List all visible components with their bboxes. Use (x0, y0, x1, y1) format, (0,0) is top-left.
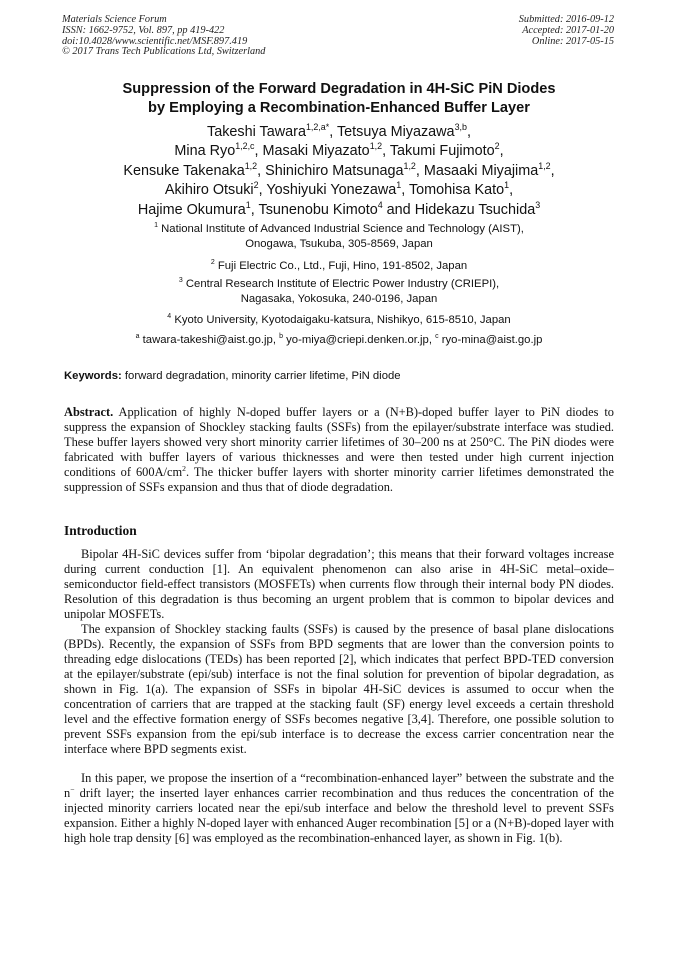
email-link[interactable]: yo-miya@criepi.denken.or.jp (286, 334, 429, 346)
intro-paragraph-1: Bipolar 4H-SiC devices suffer from ‘bipolar degradation’; this means that their forward voltages increase during current conduction [1]. An equivalent phenomenon can also arise in 4H-SiC metal–oxide–semiconductor field-effect transistors (MOSFETs) when currents flow through their internal body PN diodes. Resolution of this degradation is thus becoming an urgent problem that is common to bipolar devices and unipolar MOSFETs. (64, 547, 614, 621)
author-name: Shinichiro Matsunaga (265, 162, 404, 179)
submission-dates (519, 15, 614, 47)
affiliation-3: $^3$ Central Research Institute of Electric Power Industry (CRIEPI), Nagasaka, Yokosuka, 240-0196, Japan (178, 277, 500, 305)
journal-doi: doi:10.4028/www.scientific.net/MSF.897.419 (62, 35, 248, 47)
abstract-label: Abstract. (64, 405, 114, 419)
affiliation-2: $^2$ Fuji Electric Co., Ltd., Fuji, Hino, 191-8502, Japan (210, 259, 468, 272)
author-name: Yoshiyuki Yonezawa (266, 182, 397, 199)
journal-info (62, 15, 265, 58)
author-affil-mark: 3 (535, 199, 541, 210)
author-line: Hajime Okumura$^1$, Tsunenobu Kimoto$^4$ and Hidekazu Tsuchida$^3$ (137, 199, 541, 218)
affiliation-4: $^4$ Kyoto University, Kyotodaigaku-katsura, Nishikyo, 615-8510, Japan (167, 313, 511, 326)
author-name: Hajime Okumura (137, 201, 246, 218)
author-name: Tsunenobu Kimoto (258, 201, 378, 218)
author-affil-mark: 1,2,c (235, 141, 255, 152)
journal-name: Materials Science Forum (62, 14, 167, 25)
intro-paragraph-3: In this paper, we propose the insertion of a “recombination-enhanced layer” between the substrate and the n− drift layer; the inserted layer enhances carrier recombination and thus reduces the concentration of the injected minority carriers located near the epi/sub interface and below the threshold level to prevent SSFs expansion. Either a highly N-doped layer with enhanced Auger recombination [5] or a (N+B)-doped layer with high hole trap density [6] was employed as the recombination-enhanced layer, as shown in Fig. 1(b). (64, 771, 614, 845)
author-name: Mina Ryo (174, 143, 236, 160)
author-line: Takeshi Tawara$^{1,2,a*}$, Tetsuya Miyazawa$^{3,b}$, (207, 122, 471, 140)
submitted-date: Submitted: 2016-09-12 (518, 14, 614, 25)
intro-paragraph-2: The expansion of Shockley stacking faults (SSFs) is caused by the presence of basal plane dislocations (BPDs). Recently, the expansion of SSFs from BPD segments that are lower than the conversion points to threading edge dislocations (TEDs) has been reported [2], which indicates that perfect BPD-TED conversion at the epilayer/substrate (epi/sub) interface is not the final solution for prevention of bipolar degradation, as shown in Fig. 1(a). The expansion of SSFs in bipolar 4H-SiC devices is assumed to occur when the concentration of carriers that are trapped at the stacking fault (SF) energy level exceeds a certain threshold level and the effective formation energy of SSFs becomes negative [3,4]. Therefore, one possible solution to prevent SSFs expansion from the epi/sub interface is to decrease the excess carrier concentration near the interface where BPD segments exist. (64, 622, 614, 756)
author-name: Takeshi Tawara (207, 124, 306, 140)
author-name: Masaki Miyazato (262, 143, 370, 160)
author-affil-mark: 1,2 (369, 141, 383, 152)
affiliation-1: $^1$ National Institute of Advanced Industrial Science and Technology (AIST), Onogawa, Tsukuba, 305-8569, Japan (154, 222, 524, 250)
author-affil-mark: 4 (377, 199, 383, 210)
author-affil-mark: 1 (245, 199, 251, 210)
author-affil-mark: 1 (504, 180, 510, 191)
keywords (64, 370, 401, 382)
author-name: Tetsuya Miyazawa (336, 124, 455, 140)
author-name: Takumi Fujimoto (389, 143, 495, 160)
author-affil-mark: 1 (396, 180, 402, 191)
author-line: Akihiro Otsuki$^2$, Yoshiyuki Yonezawa$^1$, Tomohisa Kato$^1$, (164, 180, 514, 199)
paper-title: Suppression of the Forward Degradation in 4H-SiC PiN Diodes by Employing a Recombination-Enhanced Buffer Layer (122, 81, 556, 116)
journal-copyright: © 2017 Trans Tech Publications Ltd, Switzerland (62, 46, 266, 58)
author-affil-mark: 2 (253, 180, 259, 191)
author-line: Mina Ryo$^{1,2,c}$, Masaki Miyazato$^{1,2}$, Takumi Fujimoto$^2$, (174, 141, 504, 160)
author-name: Masaaki Miyajima (423, 162, 539, 179)
author-list (30, 123, 648, 220)
author-affil-mark: 1,2 (403, 161, 416, 172)
email-link[interactable]: ryo-mina@aist.go.jp (441, 334, 543, 346)
online-date: Online: 2017-05-15 (531, 35, 614, 47)
keywords-label: Keywords: (64, 370, 122, 382)
author-affil-mark: 2 (494, 141, 500, 152)
author-name: Akihiro Otsuki (164, 182, 254, 199)
author-affil-mark: 1,2 (244, 161, 258, 172)
journal-issn: ISSN: 1662-9752, Vol. 897, pp 419-422 (62, 24, 225, 36)
keywords-text: forward degradation, minority carrier lifetime, PiN diode (124, 370, 401, 382)
author-affil-mark: 3,b (454, 122, 467, 133)
author-affil-mark: 1,2 (538, 161, 551, 172)
section-heading-introduction: Introduction (64, 523, 137, 538)
author-name: Hidekazu Tsuchida (414, 201, 536, 218)
email-list: $^a$ tawara-takeshi@aist.go.jp, $^b$ yo-miya@criepi.denken.or.jp, $^c$ ryo-mina@aist.go.jp (135, 333, 543, 346)
author-name: Tomohisa Kato (408, 182, 505, 199)
abstract: Abstract. Application of highly N-doped buffer layers or a (N+B)-doped buffer layer to PiN diodes to suppress the expansion of Shockley stacking faults (SSFs) from the epilayer/substrate interface was studied. These buffer layers showed very short minority carrier lifetimes of 30–200 ns at 250°C. The PiN diodes were fabricated with buffer layers of various thicknesses and were then tested under high current injection conditions of $600A/cm^2$. The thicker buffer layers with shorter minority carrier lifetimes demonstrated the suppression of SSFs expansion and thus that of diode degradation. (64, 405, 614, 494)
author-affil-mark: 1,2,a* (305, 122, 330, 133)
author-name: Kensuke Takenaka (123, 162, 245, 179)
email-link[interactable]: tawara-takeshi@aist.go.jp (142, 334, 273, 346)
author-line: Kensuke Takenaka$^{1,2}$, Shinichiro Matsunaga$^{1,2}$, Masaaki Miyajima$^{1,2}$, (123, 161, 555, 179)
accepted-date: Accepted: 2017-01-20 (522, 24, 614, 36)
